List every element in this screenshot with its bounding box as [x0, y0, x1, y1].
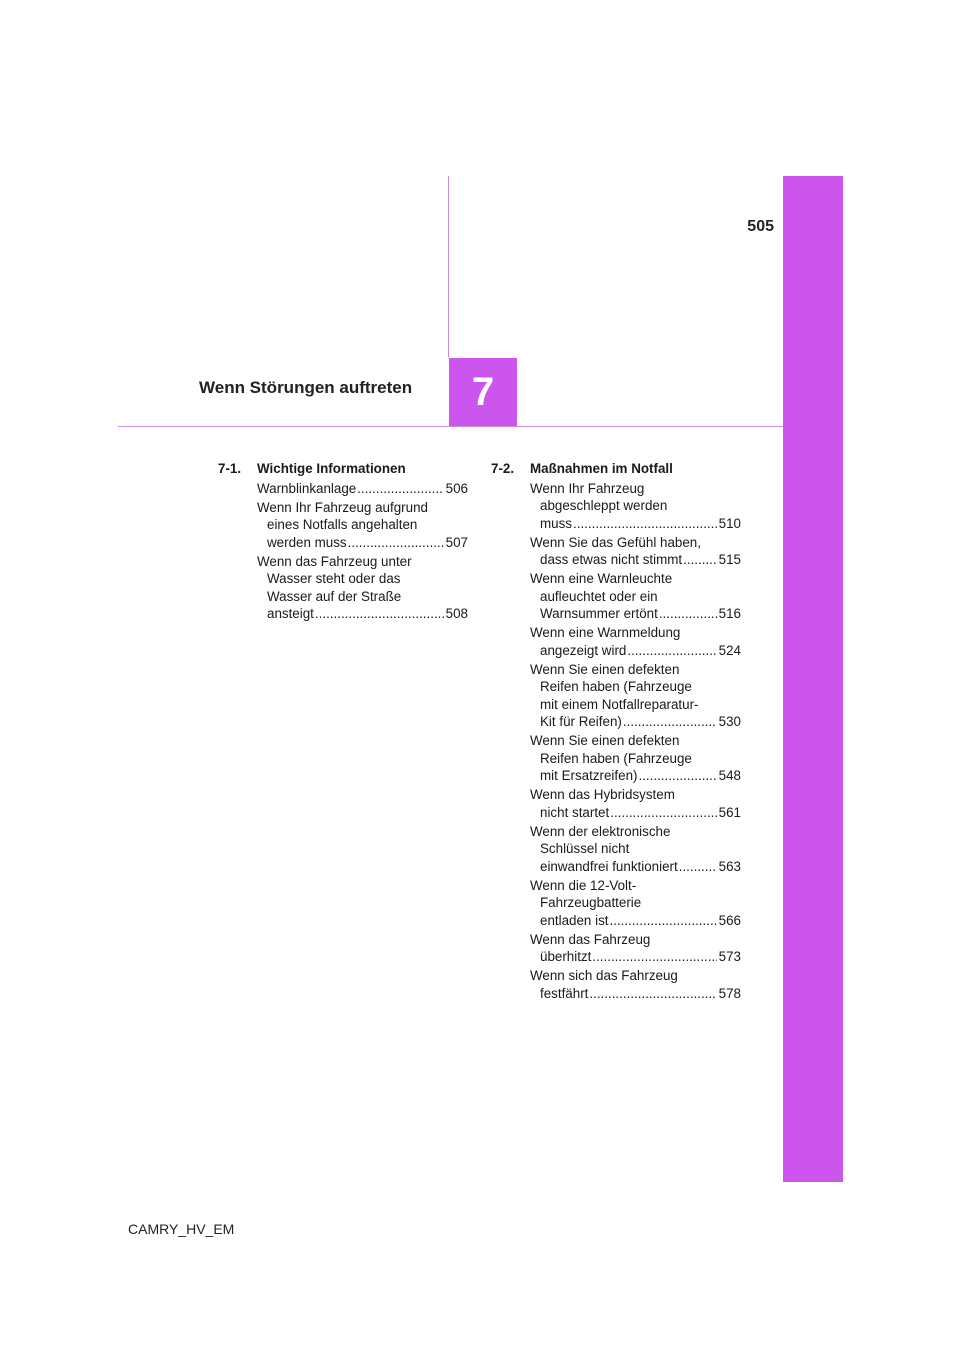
toc-entry-line: [530, 642, 741, 660]
dot-leader: [623, 713, 717, 731]
toc-entry-text: mit einem Notfallreparatur-: [540, 696, 699, 712]
toc-entry-text: Wenn Ihr Fahrzeug: [530, 480, 645, 496]
toc-entry-line: [530, 750, 741, 768]
toc-entry[interactable]: [218, 553, 468, 623]
toc-entry[interactable]: [218, 499, 468, 552]
toc-entry-text: angezeigt wird: [540, 642, 627, 658]
chapter-title: Wenn Störungen auftreten: [199, 378, 413, 397]
toc-entry-text: Wasser auf der Straße: [267, 588, 402, 604]
toc-entry-line: [530, 840, 741, 858]
toc-entry-line: [257, 570, 468, 588]
page-number: 505: [747, 218, 774, 235]
vertical-rule: [448, 176, 449, 358]
section-title: Maßnahmen im Notfall: [530, 461, 673, 476]
toc-entry-line: [530, 497, 741, 515]
dot-leader: [683, 551, 717, 569]
toc-entry-line: [257, 605, 468, 623]
toc-entry-line: [530, 967, 741, 985]
toc-entry-line: [530, 858, 741, 876]
dot-leader: [589, 985, 716, 1003]
toc-entry-page: 530: [718, 714, 741, 729]
dot-leader: [315, 605, 444, 623]
toc-entry-line: [530, 551, 741, 569]
toc-entry[interactable]: [491, 480, 741, 533]
toc-entry-text: Warnsummer ertönt: [540, 606, 658, 621]
section-number: 7-1.: [218, 461, 242, 476]
toc-entry-text: festfährt: [540, 985, 589, 1001]
toc-entry-page: 548: [718, 768, 741, 783]
toc-entry-text: ansteigt: [267, 606, 314, 621]
section-heading: [491, 460, 741, 478]
toc-entry-text: werden muss: [267, 534, 347, 550]
toc-entry-text: Reifen haben (Fahrzeuge: [540, 750, 692, 766]
toc-entry-line: [530, 713, 741, 731]
toc-entry-page: 506: [445, 480, 468, 496]
toc-entries: [491, 480, 741, 1003]
dot-leader: [627, 642, 716, 660]
toc-entry-text: Fahrzeugbatterie: [540, 895, 642, 910]
toc-entry-line: [257, 534, 468, 552]
toc-entry-line: [530, 985, 741, 1003]
toc-entry-line: [530, 912, 741, 930]
toc-entry-text: Wenn Ihr Fahrzeug aufgrund: [257, 499, 428, 515]
toc-entry-line: [530, 732, 741, 750]
toc-entry-text: Wasser steht oder das: [267, 571, 401, 586]
toc-entry-page: 508: [445, 606, 468, 621]
toc-entry-line: [530, 894, 741, 912]
toc-entry-text: Wenn der elektronische: [530, 823, 671, 839]
toc-entry-text: einwandfrei funktioniert: [540, 858, 678, 874]
toc-section-1: [218, 460, 468, 624]
toc-entry-line: [530, 823, 741, 841]
toc-entry[interactable]: [491, 624, 741, 659]
toc-entry-text: Wenn eine Warnmeldung: [530, 625, 681, 640]
toc-entry-text: dass etwas nicht stimmt: [540, 552, 683, 567]
toc-entry[interactable]: [491, 570, 741, 623]
toc-entry-line: [257, 553, 468, 571]
toc-entry-page: 566: [718, 912, 741, 928]
toc-entry-text: Wenn eine Warnleuchte: [530, 571, 673, 586]
dot-leader: [357, 480, 443, 498]
toc-entry[interactable]: [218, 480, 468, 498]
toc-entry-text: Wenn das Fahrzeug: [530, 931, 651, 947]
toc-entry-text: Schlüssel nicht: [540, 841, 630, 856]
toc-entry-text: muss: [540, 515, 572, 531]
dot-leader: [573, 515, 717, 533]
toc-entry-line: [530, 931, 741, 949]
toc-entry-page: 563: [718, 858, 741, 874]
toc-entry-line: [530, 570, 741, 588]
toc-entry-text: Reifen haben (Fahrzeuge: [540, 679, 692, 694]
section-number: 7-2.: [491, 461, 515, 476]
toc-entry-page: 561: [718, 804, 741, 820]
dot-leader: [610, 912, 717, 930]
chapter-number-box: 7: [449, 358, 517, 426]
toc-entry-text: entladen ist: [540, 912, 609, 928]
toc-entry-line: [530, 515, 741, 533]
toc-entry-page: 524: [718, 642, 741, 658]
toc-entry-text: Wenn Sie einen defekten: [530, 733, 680, 748]
toc-entry[interactable]: [491, 877, 741, 930]
dot-leader: [610, 804, 716, 822]
toc-entry-line: [530, 696, 741, 714]
toc-entry-line: [530, 786, 741, 804]
toc-entry-text: aufleuchtet oder ein: [540, 588, 658, 604]
toc-entry-text: eines Notfalls angehalten: [267, 517, 418, 532]
toc-entry-line: [530, 804, 741, 822]
toc-entry-page: 516: [718, 606, 741, 621]
toc-entry-text: Wenn die 12-Volt-: [530, 877, 637, 893]
toc-entry-line: [530, 624, 741, 642]
toc-entry-text: Wenn das Fahrzeug unter: [257, 553, 412, 569]
toc-entry-text: Kit für Reifen): [540, 714, 622, 729]
toc-entry[interactable]: [491, 823, 741, 876]
toc-entry-line: [257, 499, 468, 517]
toc-entry-page: 515: [718, 552, 741, 567]
footer-model-code: CAMRY_HV_EM: [128, 1221, 235, 1237]
toc-entry-line: [530, 678, 741, 696]
toc-entry-line: [530, 767, 741, 785]
toc-entry-text: nicht startet: [540, 804, 610, 820]
toc-entry-text: mit Ersatzreifen): [540, 768, 638, 783]
dot-leader: [348, 534, 444, 552]
toc-entry-line: [530, 605, 741, 623]
toc-entry-line: [257, 480, 468, 498]
dot-leader: [659, 605, 717, 623]
section-heading: [218, 460, 468, 478]
toc-entry-line: [530, 661, 741, 679]
toc-entry-text: Wenn Sie einen defekten: [530, 661, 680, 677]
toc-entry-text: Warnblinkanlage: [257, 480, 357, 496]
toc-entry-text: Wenn Sie das Gefühl haben,: [530, 534, 701, 550]
toc-entry-text: Wenn das Hybridsystem: [530, 787, 675, 802]
toc-entry-text: Wenn sich das Fahrzeug: [530, 968, 678, 983]
chapter-side-tab: [783, 176, 843, 1182]
toc-entry-line: [530, 588, 741, 606]
toc-entry[interactable]: [491, 732, 741, 785]
toc-entry[interactable]: [491, 534, 741, 569]
toc-entry-line: [257, 588, 468, 606]
toc-entry-page: 578: [718, 985, 741, 1001]
toc-entry-text: abgeschleppt werden: [540, 498, 668, 513]
toc-entry-text: überhitzt: [540, 949, 592, 964]
dot-leader: [679, 858, 717, 876]
toc-entry-line: [530, 480, 741, 498]
toc-entries: [218, 480, 468, 623]
toc-section-2: [491, 460, 741, 1004]
toc-entry[interactable]: [491, 786, 741, 821]
toc-entry-line: [530, 534, 741, 552]
toc-entry-line: [257, 516, 468, 534]
toc-entry-line: [530, 877, 741, 895]
horizontal-rule: [118, 426, 783, 427]
section-title: Wichtige Informationen: [257, 461, 406, 476]
toc-entry-page: 510: [718, 515, 741, 531]
toc-entry-page: 507: [445, 534, 468, 550]
toc-entry-page: 573: [718, 949, 741, 964]
toc-entry[interactable]: [491, 967, 741, 1002]
toc-entry-line: [530, 948, 741, 966]
dot-leader: [592, 948, 716, 966]
toc-entry[interactable]: [491, 931, 741, 966]
toc-entry[interactable]: [491, 661, 741, 731]
dot-leader: [638, 767, 716, 785]
